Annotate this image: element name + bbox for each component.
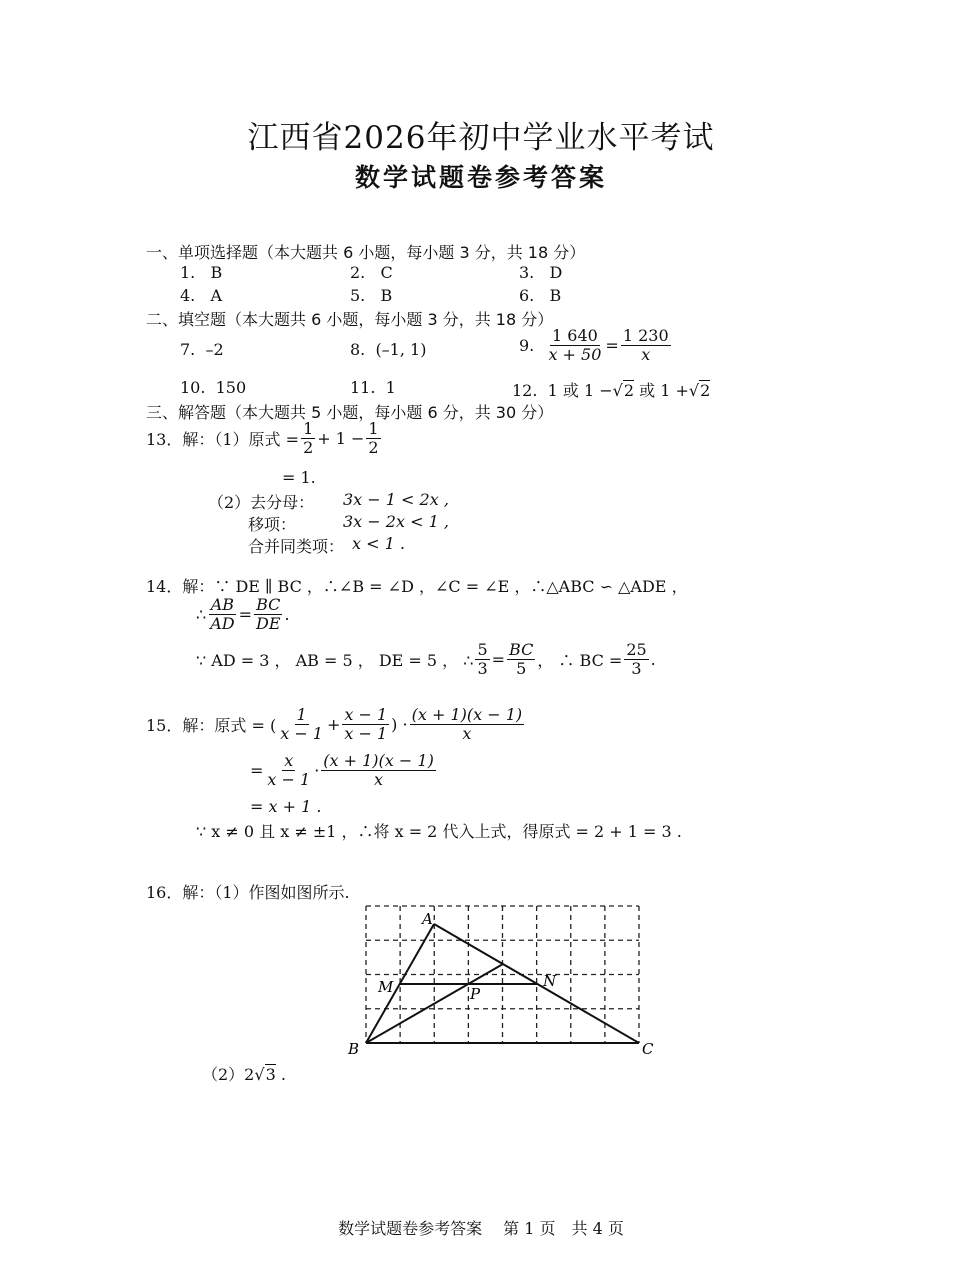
q16-line1: 16．解：（1）作图如图所示. <box>146 883 350 902</box>
q15-line4: ∵ x ≠ 0 且 x ≠ ±1 ，∴将 x = 2 代入上式，得原式 = 2 + 1 = 3 . <box>196 822 682 841</box>
q14-line1: 14．解：∵ DE ∥ BC ，∴∠B = ∠D ，∠C = ∠E ，∴△ABC ∽ △ADE ， <box>146 577 688 596</box>
answer-q6: 6. B <box>519 286 562 305</box>
label-c: C <box>642 1040 654 1058</box>
answer-q5: 5. B <box>350 286 393 305</box>
q13-part2-label: （2）去分母： <box>208 493 315 512</box>
q14-line3: ∵ AD = 3 ， AB = 5 ， DE = 5 ， ∴ $\frac{5}{3}$ = $\frac{BC}{5}$ ， ∴ BC = $\frac{25}{3}$ . <box>196 640 656 679</box>
answer-q10: 10. 150 <box>180 378 247 397</box>
q13-part1-result: = 1. <box>282 468 316 487</box>
q15-line3: = x + 1 . <box>250 797 322 816</box>
label-p: P <box>470 985 481 1003</box>
section1-header: 一、单项选择题（本大题共 6 小题，每小题 3 分，共 18 分） <box>146 243 586 262</box>
answer-q9: 9. $\frac{1 640}{x + 50}$ = $\frac{1 230}{x}$ <box>519 326 669 365</box>
q13-part2-label3: 合并同类项： <box>248 537 345 556</box>
q13-part2-line2: 3x − 2x < 1 , <box>343 512 449 531</box>
answer-q12: 12. 1 或 1 −√2 或 1 +√2 <box>512 381 711 400</box>
segment-bp <box>366 964 503 1043</box>
q15-line1: 15． 解：原式 = ( $\frac{1}{x - 1}$ + $\frac{x - 1}{x - 1}$ ) · $\frac{(x + 1)(x - 1)}{x}$ <box>146 705 523 744</box>
section2-header: 二、填空题（本大题共 6 小题，每小题 3 分，共 18 分） <box>146 310 554 329</box>
q16-grid-figure <box>344 898 664 1062</box>
q16-part2: （2）2√3 . <box>202 1065 286 1084</box>
q15-line2: = $\frac{x}{x - 1}$ · $\frac{(x + 1)(x - 1)}{x}$ <box>250 751 434 790</box>
label-b: B <box>348 1040 360 1058</box>
q13-part1: 13． 解：（1）原式 = $\frac{1}{2}$ + 1 − $\frac{1}{2}$ <box>146 419 379 458</box>
answer-q8: 8. (–1, 1) <box>350 340 427 359</box>
label-m: M <box>378 978 394 996</box>
q13-part2-line3: x < 1 . <box>352 534 405 553</box>
q14-line2: ∴ $\frac{AB}{AD}$ = $\frac{BC}{DE}$ . <box>196 595 290 634</box>
q13-part2-label2: 移项： <box>248 515 297 534</box>
label-n: N <box>543 972 557 990</box>
page-title: 江西省2026年初中学业水平考试 <box>247 120 715 156</box>
answer-q3: 3. D <box>519 263 563 282</box>
page-subtitle: 数学试题卷参考答案 <box>354 163 607 192</box>
answer-q2: 2. C <box>350 263 393 282</box>
section3-header: 三、解答题（本大题共 5 小题，每小题 6 分，共 30 分） <box>146 403 554 422</box>
q13-part2-line1: 3x − 1 < 2x , <box>343 490 449 509</box>
answer-q1: 1. B <box>180 263 223 282</box>
answer-q4: 4. A <box>180 286 223 305</box>
page-footer: 数学试题卷参考答案 第 1 页 共 4 页 <box>338 1219 624 1238</box>
answer-q7: 7. –2 <box>180 340 224 359</box>
answer-q11: 11. 1 <box>350 378 396 397</box>
label-a: A <box>422 910 433 928</box>
